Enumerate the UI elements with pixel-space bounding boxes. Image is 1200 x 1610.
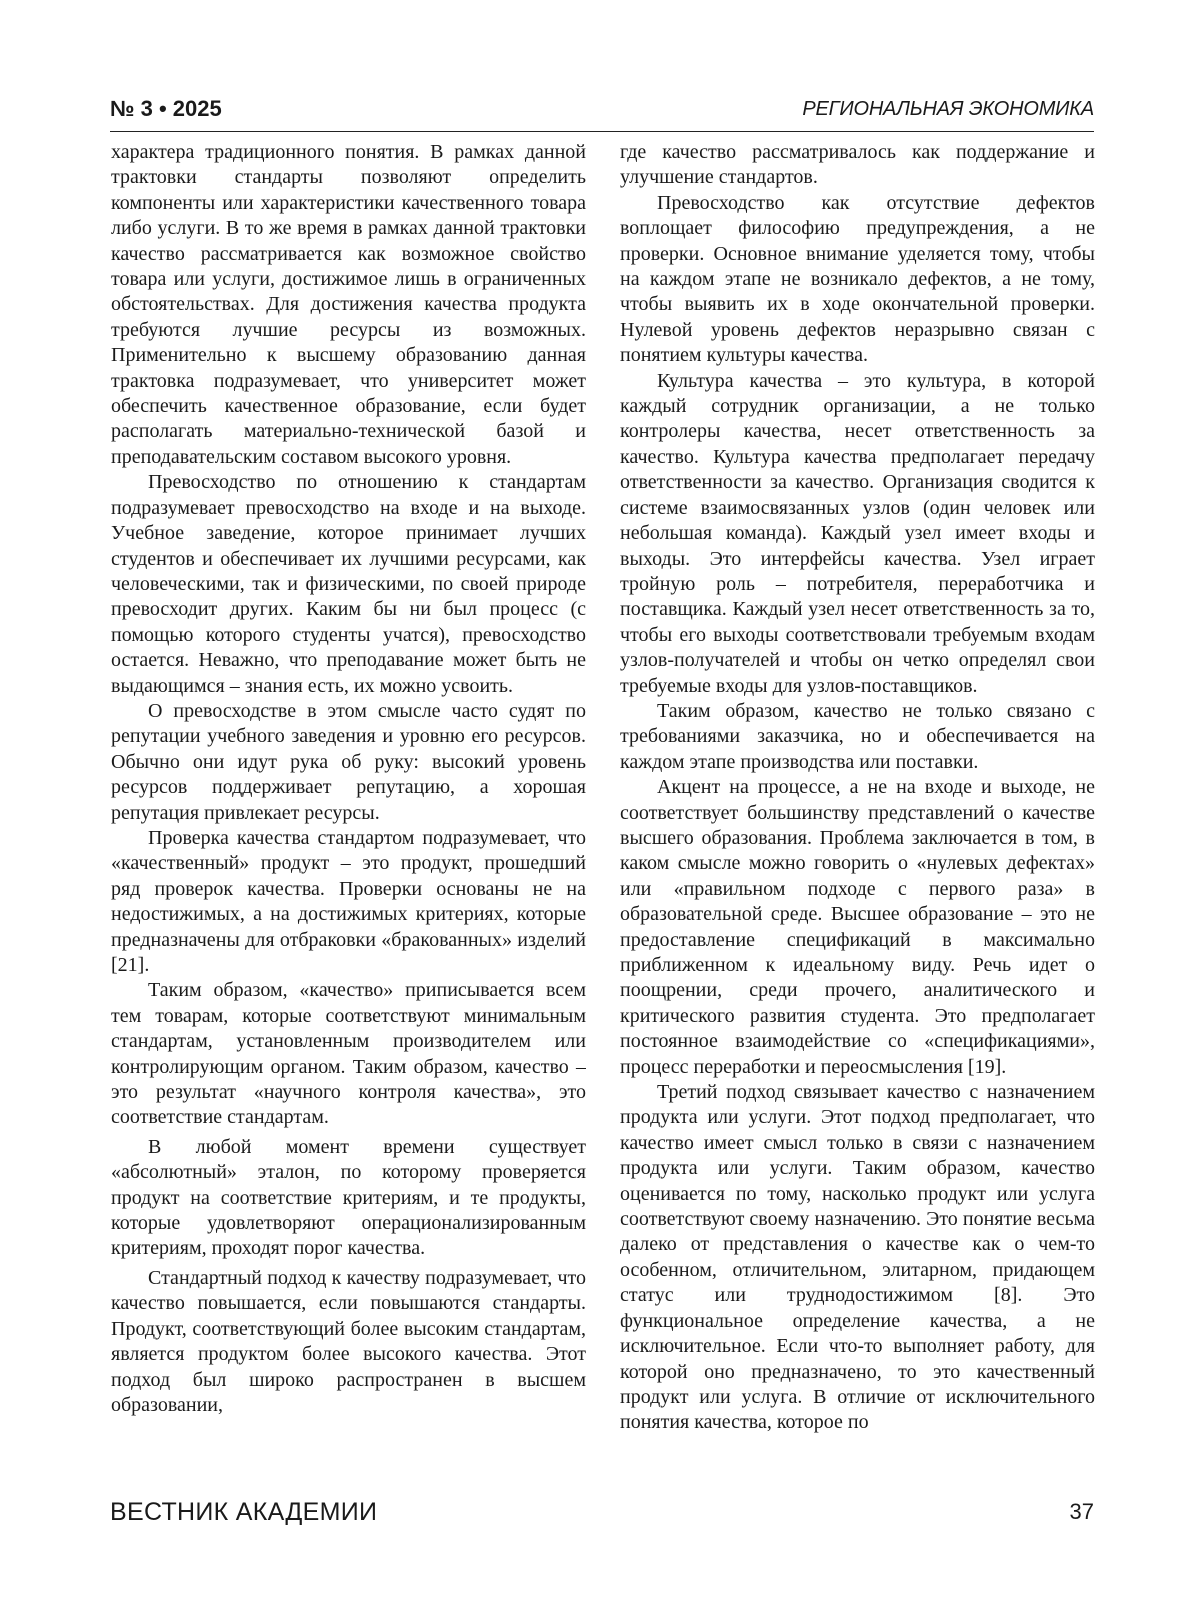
- paragraph: В любой момент времени существует «абсолютный» эталон, по которому проверяется продукт на соответствие критериям, и те продукты, которые удовлетворяют операционализированным критериям, проходят порог качества.: [111, 1135, 586, 1260]
- paragraph: Превосходство по отношению к стандартам подразумевает превосходство на входе и на выходе. Учебное заведение, которое принимает лучших студентов и обеспечивает их лучшими ресурсами, как человеческими, так и физическими, по своей природе превосходит других. Каким бы ни был процесс (с помощью которого студенты учатся), превосходство остается. Неважно, что преподавание может быть не выдающимся – знания есть, их можно усвоить.: [111, 471, 586, 697]
- paragraph: Таким образом, качество не только связано с требованиями заказчика, но и обеспечивается на каждом этапе производства или поставки.: [620, 699, 1095, 773]
- paragraph: Стандартный подход к качеству подразумевает, что качество повышается, если повышаются стандарты. Продукт, соответствующий более высоким стандартам, является продуктом более высокого качества. Этот подход был широко распространен в высшем образовании,: [111, 1266, 586, 1416]
- left-column: [111, 140, 586, 1485]
- page-number: 37: [1069, 1499, 1094, 1524]
- paragraph: где качество рассматривалось как поддержание и улучшение стандартов.: [620, 141, 1095, 189]
- paragraph: Превосходство как отсутствие дефектов воплощает философию предупреждения, а не проверки. Основное внимание уделяется тому, чтобы на каждом этапе не возникало дефектов, а не тому, чтобы выявить их в ходе окончательной проверки. Нулевой уровень дефектов неразрывно связан с понятием культуры качества.: [620, 191, 1095, 367]
- paragraph: Таким образом, «качество» приписывается всем тем товарам, которые соответствуют минимальным стандартам, установленным производителем или контролирующим органом. Таким образом, качество – это результат «научного контроля качества», это соответствие стандартам.: [111, 979, 586, 1129]
- paragraph: Культура качества – это культура, в которой каждый сотрудник организации, а не только контролеры качества, несет ответственность за качество. Культура качества предполагает передачу ответственности за качество. Организация сводится к системе взаимосвязанных узлов (один человек или небольшая команда). Каждый узел имеет входы и выходы. Это интерфейсы качества. Узел играет тройную роль – потребителя, переработчика и поставщика. Каждый узел несет ответственность за то, чтобы его выходы соответствовали требуемым входам узлов-получателей и чтобы он четко определял свои требуемые входы для узлов-поставщиков.: [620, 369, 1095, 697]
- paragraph: характера традиционного понятия. В рамках данной трактовки стандарты позволяют определить компоненты или характеристики качественного товара либо услуги. В то же время в рамках данной трактовки качество рассматривается как возможное свойство товара или услуги, достижимое лишь в ограниченных обстоятельствах. Для достижения качества продукта требуются лучшие ресурсы из возможных. Применительно к высшему образованию данная трактовка подразумевает, что университет может обеспечить качественное образование, если будет располагать материально-технической базой и преподавательским составом высокого уровня.: [111, 141, 586, 468]
- header-divider: [110, 131, 1094, 132]
- section-title: РЕГИОНАЛЬНАЯ ЭКОНОМИКА: [802, 98, 1094, 120]
- right-column: [620, 140, 1095, 1485]
- paragraph: Проверка качества стандартом подразумевает, что «качественный» продукт – это продукт, прошедший ряд проверок качества. Проверки основаны не на недостижимых, а на достижимых критериях, которые предназначены для отбраковки «бракованных» изделий [21].: [111, 826, 586, 976]
- paragraph: О превосходстве в этом смысле часто судят по репутации учебного заведения и уровню его ресурсов. Обычно они идут рука об руку: высокий уровень ресурсов поддерживает репутацию, а хорошая репутация привлекает ресурсы.: [111, 699, 586, 824]
- paragraph: Акцент на процессе, а не на входе и выходе, не соответствует большинству представлений о качестве высшего образования. Проблема заключается в том, в каком смысле можно говорить о «нулевых дефектах» или «правильном подходе с первого раза» в образовательной среде. Высшее образование – это не предоставление спецификаций в максимально приближенном к идеальному виду. Речь идет о поощрении, среди прочего, аналитического и критического развития студента. Это предполагает постоянное взаимодействие со «спецификациями», процесс переработки и переосмысления [19].: [620, 776, 1095, 1078]
- paragraph: Третий подход связывает качество с назначением продукта или услуги. Этот подход предполагает, что качество имеет смысл только в связи с назначением продукта или услуги. Таким образом, качество оценивается по тому, насколько продукт или услуга соответствуют своему назначению. Это понятие весьма далеко от представления о качестве как о чем-то особенном, отличительном, элитарном, придающем статус или труднодостижимом [8]. Это функциональное определение качества, а не исключительное. Если что-то выполняет работу, для которой оно предназначено, то это качественный продукт или услуга. В отличие от исключительного понятия качества, которое по: [620, 1081, 1095, 1434]
- journal-title: ВЕСТНИК АКАДЕМИИ: [110, 1498, 378, 1526]
- issue-number: № 3 • 2025: [110, 96, 222, 121]
- running-header: [110, 92, 1094, 132]
